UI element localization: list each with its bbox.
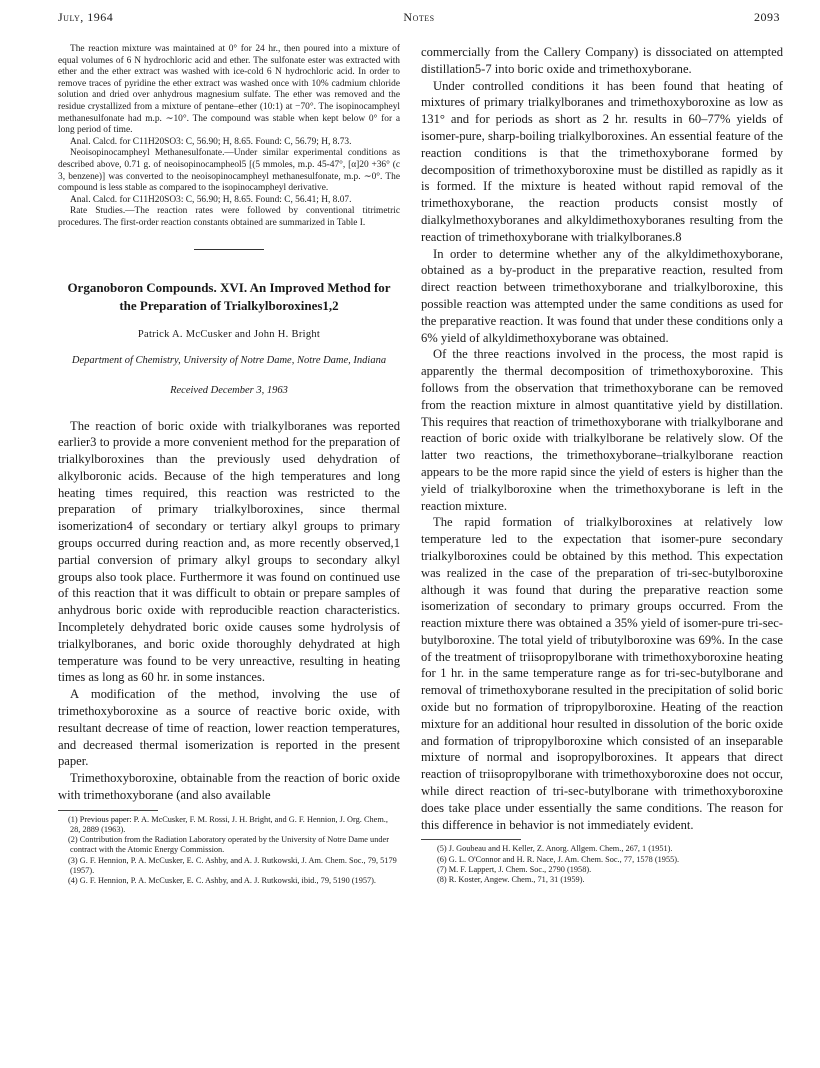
footnote: (6) G. L. O'Connor and H. R. Nace, J. Am. Chem. Soc., 77, 1578 (1955). [437,854,680,864]
header-page-number: 2093 [754,10,780,24]
left-column [58,44,400,886]
footnote: (7) M. F. Lappert, J. Chem. Soc., 2790 (1958). [437,864,592,874]
footnote-divider [58,810,158,811]
article-affiliation: Department of Chemistry, University of Notre Dame, Notre Dame, Indiana [71,354,387,366]
received-date: Received December 3, 1963 [170,384,288,396]
body-paragraph: A modification of the method, involving the use of trimethoxyboroxine as a source of reactive boric oxide, with resultant decrease of time of reaction, lower reaction temperatures, and decreased thermal isomerization is reported in the present paper. [58,687,400,769]
footnote-divider [421,839,521,840]
article-title: Organoboron Compounds. XVI. An Improved Method for the Preparation of Trialkylboroxines1,2 [67,279,391,313]
footnote: (8) R. Koster, Angew. Chem., 71, 31 (1959). [437,875,585,885]
neoisopinocampheyl-paragraph: Neoisopinocampheyl Methanesulfonate.—Under similar experimental conditions as described above, 0.71 g. of neoisopinocampheol5 [(5 mmoles, m.p. 45-47°, [α]20 +36° (c 3, benzene)] was converted to the neoisopinocampheyl methanesulfonate, m.p. ∼0°. The compound is less stable as compared to the isopinocampheyl derivative. [58,148,400,194]
footnote: (2) Contribution from the Radiation Laboratory operated by the University of Notre Dame under contract with the Atomic Energy Commission. [68,835,389,855]
analysis-paragraph-2: Anal. Calcd. for C11H20SO3: C, 56.90; H, 8.65. Found: C, 56.41; H, 8.07. [70,194,352,205]
footnote: (4) G. F. Hennion, P. A. McCusker, E. C. Ashby, and A. J. Rutkowski, ibid., 79, 5190 (1957). [68,876,376,886]
running-header [58,10,780,30]
procedure-paragraph: The reaction mixture was maintained at 0° for 24 hr., then poured into a mixture of equal volumes of 6 N hydrochloric acid and ether. The sulfonate ester was extracted with ether and the ether extract was washed with ice-cold 6 N hydrochloric acid. In order to remove traces of pyridine the ether extract was washed once with 10% cadmium chloride solution and dried over anhydrous magnesium sulfate. The ether was removed and the residue crystallized from a mixture of pentane–ether (10:1) at −70°. The isopinocampheyl methanesulfonate had m.p. ∼10°. The compound was stable when kept below 0° for a long period of time. [58,44,400,136]
body-paragraph: The reaction of boric oxide with trialkylboranes was reported earlier3 to provide a more convenient method for the preparation of trialkylboroxines than the previously used dehydration of alkylboronic acids. Because of the high temperatures and long heating times required, this reaction was restricted to the preparation of primary trialkylboroxines, since thermal isomerization4 of secondary or tertiary alkyl groups to primary groups occurred during reaction and, as more recently observed,1 partial conversion of primary alkyl groups to secondary alkyl groups also took place. Furthermore it was found on continued use of this reaction that it was difficult to obtain or prepare samples of anhydrous boric oxide with reproducible reaction characteristics. Incompletely dehydrated boric oxide causes some hydrolysis of trialkylboranes, and boric oxide thoroughly dehydrated at high temperature was found to be very unreactive, resulting in heating times as long as 60 hr. in some instances. [58,418,400,685]
header-date: July, 1964 [58,10,114,24]
footnote: (1) Previous paper: P. A. McCusker, F. M. Rossi, J. H. Bright, and G. F. Hennion, J. Org. Chem., 28, 2889 (1963). [68,814,388,835]
body-paragraph: Trimethoxyboroxine, obtainable from the reaction of boric oxide with trimethoxyborane (and also available [58,771,400,803]
body-paragraph: Under controlled conditions it has been found that heating of mixtures of primary trialkylboranes and trimethoxyboroxine as low as 131° and for periods as short as 2 hr. results in 60–77% yields of isomer-pure, sharp-boiling trialkylboroxines. An essential feature of the reaction conditions is that the trimethoxyborane formed by decomposition of trimethoxyboroxine must be distilled as rapidly as it is formed. If the mixture is heated without rapid removal of the trimethoxyborane, the reaction products consist mostly of dialkylmethoxyboranes and alkyldimethoxyboranes resulting from the reaction of trimethoxyborane with trialkylboranes.8 [421,78,783,244]
article-separator [194,249,264,250]
rate-studies-paragraph: Rate Studies.—The reaction rates were followed by conventional titrimetric procedures. The first-order reaction constants obtained are summarized in Table I. [58,206,400,228]
body-paragraph: Of the three reactions involved in the process, the most rapid is apparently the thermal decomposition of trimethoxyboroxine. This follows from the observation that trimethoxyborane can be removed from the reaction mixture in almost quantitative yield by distillation. This requires that reaction of trimethoxyborane with trialkylborane and reaction of boric oxide with trialkylborane be relatively slow. Of the latter two reactions, the trimethoxyborane–trialkylborane reaction appears to be the more rapid since the yield of esters is higher than the yield of trialkylboroxine when the trimethoxyborane is left in the reaction mixture. [421,347,783,513]
body-paragraph: The rapid formation of trialkylboroxines at relatively low temperature led to the expectation that isomer-pure secondary trialkylboroxines could be obtained by this method. This expectation was realized in the case of the preparation of tri-sec-butylboroxine although it was found that during the preparative reaction some isomerization of secondary to primary groups occurred. From the reaction mixture there was obtained a 35% yield of isomer-pure tri-sec-butylboroxine. The total yield of tributylboroxine was 69%. In the case of the treatment of triisopropylborane with trimethoxyboroxine heating for 1 hr. in the same temperature range as for tri-sec-butylborane and removal of trimethoxyborane resulted in the precipitation of solid boric oxide but no formation of tripropylboroxine. Heating of the reaction mixture for an additional hour resulted in dissolution of the boric oxide and formation of tripropylboroxine which consisted of an inseparable mixture of normal and isopropylboroxines. It appears that direct reaction of triisopropylborane with trimethoxyboroxine does not occur, while direct reaction of tri-sec-butylborane with trimethoxyboroxine does take place under essentially the same conditions. The reason for this difference in behavior is not immediately evident. [421,515,783,832]
body-paragraph: commercially from the Callery Company) is dissociated on attempted distillation5-7 into boric oxide and trimethoxyborane. [421,45,783,76]
body-paragraph: In order to determine whether any of the alkyldimethoxyborane, obtained as a by-product in the preparative reaction, resulted from direct reaction between trimethoxyborane and trialkylboroxine, this possible reaction was attempted under the same conditions as used for the preparative reaction. It was found that under these conditions only a 6% yield of alkyldimethoxyborane was obtained. [421,246,783,345]
analysis-paragraph: Anal. Calcd. for C11H20SO3: C, 56.90; H, 8.65. Found: C, 56.79; H, 8.73. [70,136,352,147]
header-section: Notes [403,10,435,24]
article-authors: Patrick A. McCusker and John H. Bright [137,328,321,340]
right-column [421,44,783,885]
footnote: (3) G. F. Hennion, P. A. McCusker, E. C. Ashby, and A. J. Rutkowski, J. Am. Chem. Soc., 79, 5179 (1957). [68,855,397,875]
footnote: (5) J. Goubeau and H. Keller, Z. Anorg. Allgem. Chem., 267, 1 (1951). [437,844,673,854]
